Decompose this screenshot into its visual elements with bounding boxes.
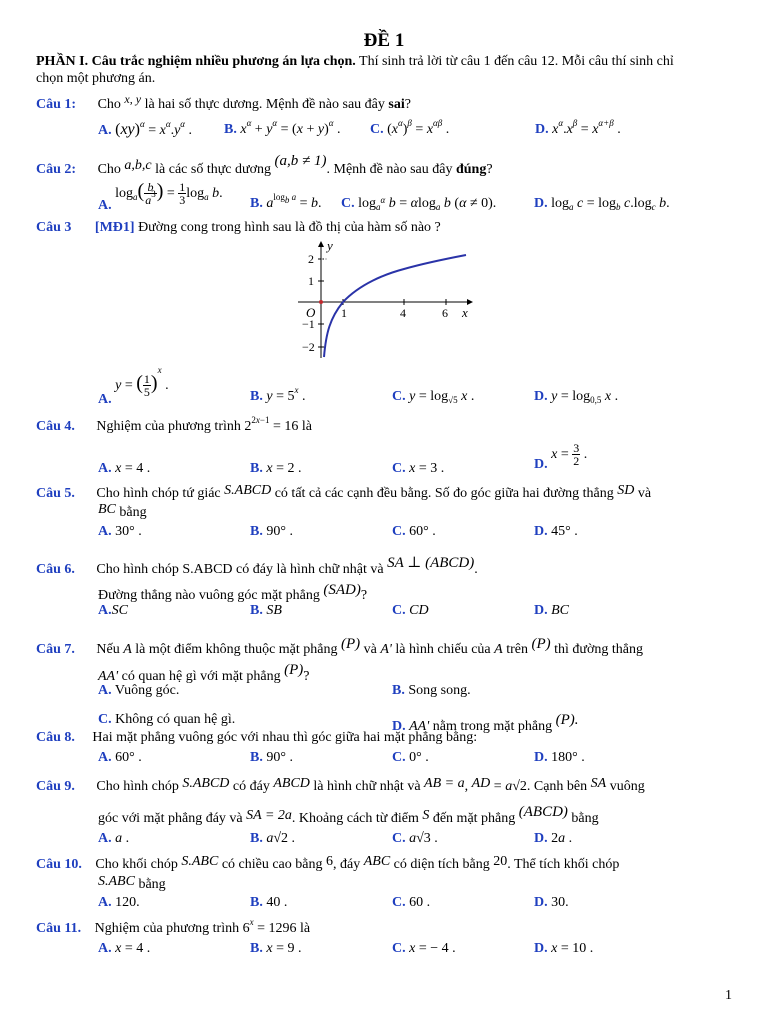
question-6-stem: Câu 6. Cho hình chóp S.ABCD có đáy là hình chữ nhật và SA ⊥ (ABCD). <box>36 555 478 577</box>
question-9-option-d[interactable]: D. 2a . <box>534 831 573 846</box>
question-1-stem: Câu 1: Cho x, y là hai số thực dương. Mệnh đề nào sau đây sai? <box>36 92 411 112</box>
question-5-option-c[interactable]: C. 60° . <box>392 524 436 539</box>
question-label: Câu 10. <box>36 857 82 872</box>
part1-instructions-line2: chọn một phương án. <box>36 71 156 86</box>
question-1-option-a[interactable]: A. $(xy)^\alpha = x^\alpha.y^\alpha$ . <box>98 119 193 138</box>
question-11-option-b[interactable]: B. x = 9 . <box>250 941 302 956</box>
question-8-option-a[interactable]: A. 60° . <box>98 750 142 765</box>
question-3-option-c[interactable]: C. $y = \log_{√5} x$ . <box>392 389 475 405</box>
y-axis-label: y <box>327 238 333 253</box>
exam-title: ĐỀ 1 <box>363 30 405 51</box>
question-6-option-b[interactable]: B. SB <box>250 603 282 618</box>
question-7-option-d[interactable]: D. AA' nằm trong mặt phẳng (P). <box>392 712 579 734</box>
question-label: Câu 6. <box>36 562 75 577</box>
question-4-option-a[interactable]: A. x = 4 . <box>98 461 151 476</box>
question-11-option-a[interactable]: A. x = 4 . <box>98 941 151 956</box>
question-3-stem: Câu 3 [MĐ1] Đường cong trong hình sau là đồ thị của hàm số nào ? <box>36 220 441 235</box>
question-5-stem: Câu 5. Cho hình chóp tứ giác S.ABCD có tất cả các cạnh đều bằng. Số đo góc giữa hai đường thẳng SD và <box>36 483 652 501</box>
question-3-option-b[interactable]: B. $y = 5^x$ . <box>250 385 306 404</box>
question-11-stem: Câu 11. Nghiệm của phương trình $6^x = 1296$ là <box>36 917 311 936</box>
question-9-stem: Câu 9. Cho hình chóp S.ABCD có đáy ABCD là hình chữ nhật và AB = a, AD = a√2. Cạnh bên SA vuông <box>36 776 645 794</box>
question-3-option-a[interactable]: A. y = ( $\frac{1}{5}$ )$^x$ . <box>98 365 169 407</box>
question-label: Câu 11. <box>36 921 82 936</box>
question-7-stem-line2: AA' có quan hệ gì với mặt phẳng (P)? <box>98 662 310 684</box>
question-4-option-b[interactable]: B. x = 2 . <box>250 461 302 476</box>
question-8-option-b[interactable]: B. 90° . <box>250 750 293 765</box>
x-tick-label: 6 <box>442 306 448 320</box>
question-4-option-c[interactable]: C. x = 3 . <box>392 461 445 476</box>
question-9-stem-line2: góc với mặt phẳng đáy và SA = 2a. Khoảng cách từ điểm S đến mặt phẳng (ABCD) bằng <box>98 804 599 826</box>
question-label: Câu 3 <box>36 220 72 235</box>
question-9-option-a[interactable]: A. a . <box>98 831 130 846</box>
question-2-stem: Câu 2: Cho a,b,c là các số thực dương (a,b ≠ 1). Mệnh đề nào sau đây đúng? <box>36 153 493 177</box>
question-7-option-c[interactable]: C. Không có quan hệ gì. <box>98 712 236 727</box>
question-8-option-c[interactable]: C. 0° . <box>392 750 429 765</box>
question-6-stem-line2: Đường thẳng nào vuông góc mặt phẳng (SAD)? <box>98 582 368 603</box>
question-8-stem: Câu 8. Hai mặt phẳng vuông góc với nhau thì góc giữa hai mặt phẳng bằng: <box>36 730 478 745</box>
question-label: Câu 4. <box>36 419 75 434</box>
question-8-option-d[interactable]: D. 180° . <box>534 750 585 765</box>
question-5-option-b[interactable]: B. 90° . <box>250 524 293 539</box>
question-label: Câu 8. <box>36 730 75 745</box>
question-1-option-c[interactable]: C. $(x^\alpha)^\beta = x^{\alpha\beta}$ . <box>370 118 450 137</box>
question-2-option-c[interactable]: C. $\log_{a^\alpha} b = \alpha\log_a$ b (α ≠ 0). <box>341 195 497 212</box>
question-11-option-c[interactable]: C. x = − 4 . <box>392 941 456 956</box>
part1-instructions: PHẦN I. Câu trắc nghiệm nhiều phương án lựa chọn. Thí sinh trả lời từ câu 1 đến câu 12. Mỗi câu thí sinh chỉ <box>36 54 674 69</box>
question-6-option-a[interactable]: A.SC <box>98 603 128 618</box>
question-label: Câu 1: <box>36 97 77 112</box>
question-10-stem: Câu 10. Cho khối chóp S.ABC có chiều cao bằng 6, đáy ABC có diện tích bằng 20. Thể tích khối chóp <box>36 854 620 872</box>
question-5-option-d[interactable]: D. 45° . <box>534 524 578 539</box>
y-tick-label: −2 <box>302 340 315 354</box>
y-tick-label: 1 <box>308 274 314 288</box>
question-2-option-a[interactable]: A. $\log_a$( $\frac{b}{a^3}$ ) = $\frac{1}{3}$ $\log_a b$. <box>98 180 223 213</box>
question-1-option-b[interactable]: B. $x^\alpha + y^\alpha = (x + y)^\alpha$ . <box>224 118 341 137</box>
question-5-option-a[interactable]: A. 30° . <box>98 524 142 539</box>
question-label: Câu 9. <box>36 779 75 794</box>
x-tick-label: 1 <box>341 306 347 320</box>
x-axis-label: x <box>462 305 468 320</box>
question-4-option-d[interactable]: D. x = $\frac{3}{2}$ . <box>534 441 588 472</box>
question-9-option-b[interactable]: B. a√2 . <box>250 831 296 846</box>
question-2-option-b[interactable]: B. $a^{log_b a} = b$. <box>250 192 322 211</box>
question-7-option-b[interactable]: B. Song song. <box>392 683 471 698</box>
question-9-option-c[interactable]: C. a√3 . <box>392 831 438 846</box>
function-graph <box>290 238 480 362</box>
question-4-stem: Câu 4. Nghiệm của phương trình $2^{2x-1} = 16$ là <box>36 415 312 434</box>
origin-label: O <box>306 305 316 320</box>
question-5-stem-line2: BC bằng <box>98 502 147 520</box>
question-label: Câu 5. <box>36 486 75 501</box>
page-number: 1 <box>725 988 732 1003</box>
question-2-option-d[interactable]: D. $\log_a c = \log_b c.\log_c$ b. <box>534 196 670 212</box>
x-tick-label: 4 <box>400 306 406 320</box>
question-7-stem: Câu 7. Nếu A là một điểm không thuộc mặt phẳng (P) và A' là hình chiếu của A trên (P) thì đường thẳng <box>36 636 644 657</box>
question-1-option-d[interactable]: D. $x^\alpha.x^\beta = x^{\alpha+\beta}$ . <box>535 118 621 137</box>
question-6-option-d[interactable]: D. BC <box>534 603 570 618</box>
part1-heading: PHẦN I. Câu trắc nghiệm nhiều phương án lựa chọn. <box>36 54 356 69</box>
question-label: Câu 7. <box>36 642 75 657</box>
question-10-stem-line2: S.ABC bằng <box>98 874 166 892</box>
question-7-option-a[interactable]: A. Vuông góc. <box>98 683 180 698</box>
question-10-option-d[interactable]: D. 30. <box>534 895 569 910</box>
y-tick-label: 2 <box>308 252 314 266</box>
question-label: Câu 2: <box>36 162 77 177</box>
question-10-option-a[interactable]: A. 120. <box>98 895 140 910</box>
question-10-option-b[interactable]: B. 40 . <box>250 895 288 910</box>
y-tick-label: −1 <box>302 317 315 331</box>
question-3-option-d[interactable]: D. $y = \log_{0,5} x$ . <box>534 389 619 405</box>
question-11-option-d[interactable]: D. x = 10 . <box>534 941 594 956</box>
question-6-option-c[interactable]: C. CD <box>392 603 429 618</box>
question-10-option-c[interactable]: C. 60 . <box>392 895 431 910</box>
